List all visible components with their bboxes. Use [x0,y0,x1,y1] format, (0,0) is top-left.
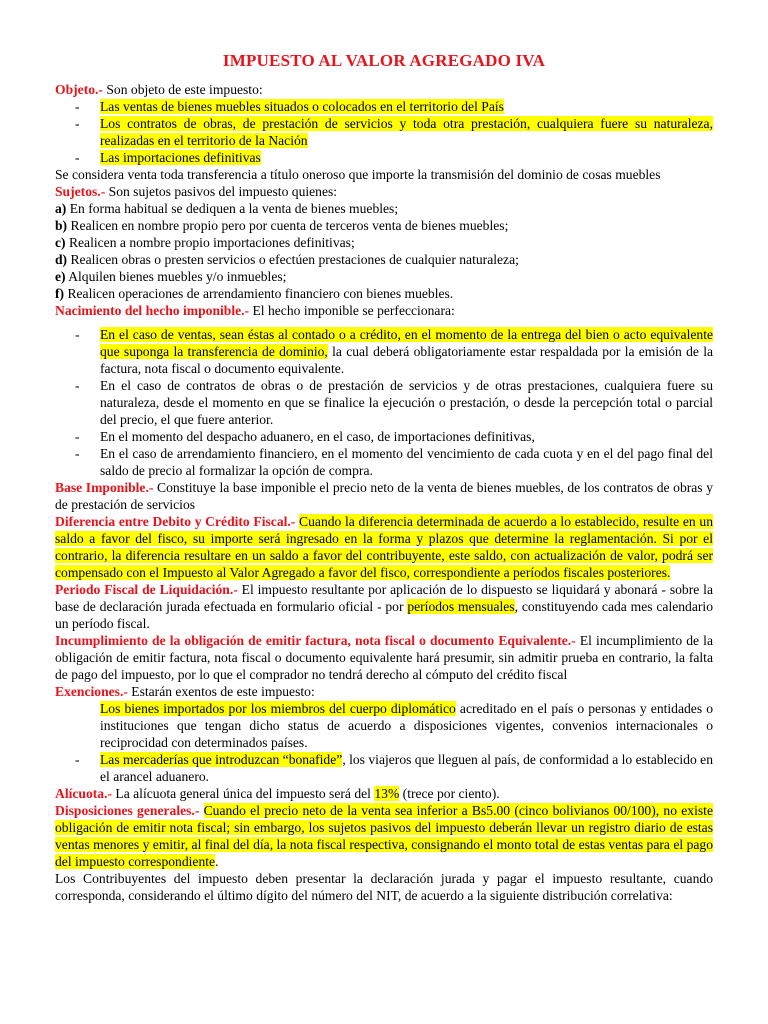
alicuota-rate: 13% [374,786,400,801]
incumplimiento-label: Incumplimiento de la obligación de emitir factura, nota fiscal o documento Equivalente.- [55,633,576,648]
nacimiento-intro: El hecho imponible se perfeccionara: [249,303,455,318]
nacimiento-item-text: En el caso de arrendamiento financiero, en el momento del vencimiento de cada cuota y en el del pago final del saldo de precio al formalizar la opción de compra. [100,446,713,478]
exenciones-item-highlight: Los bienes importados por los miembros del cuerpo diplomático [100,701,456,716]
objeto-heading [55,81,713,98]
sujetos-item-letter: b) [55,218,68,233]
sujetos-item-letter: d) [55,252,68,267]
exenciones-item [55,751,713,785]
diferencia-text: Cuando la diferencia determinada de acuerdo a lo establecido, resulte en un saldo a favor del fisco, su importe será ingresado en la forma y plazos que determine la reglamentación. Si por el contrario, la diferencia resultare en un saldo a favor del contribuyente, este saldo, con actualización de valor, podrá ser compensado con el Impuesto al Valor Agregado a favor del fisco, correspondiente a períodos fiscales posteriores. [55,514,713,580]
document-title: IMPUESTO AL VALOR AGREGADO IVA [222,51,546,70]
periodo-text-end: , constituyendo cada mes calendario un período fiscal. [55,599,713,631]
base-paragraph [55,479,713,513]
sujetos-intro: Son sujetos pasivos del impuesto quienes: [105,184,338,199]
sujetos-item [55,268,713,285]
venta-definition: Se considera venta toda transferencia a título oneroso que importe la transmisión del dominio de cosas muebles [55,167,661,182]
incumplimiento-paragraph [55,632,713,683]
nacimiento-item [55,428,713,445]
nacimiento-item-text: En el momento del despacho aduanero, en el caso, de importaciones definitivas, [100,429,535,444]
exenciones-label: Exenciones.- [55,684,128,699]
disposiciones-text: Cuando el precio neto de la venta sea inferior a Bs5.00 (cinco bolivianos 00/100), no existe obligación de emitir nota fiscal; sin embargo, los sujetos pasivos del impuesto deberán llevar un registro diario de estas ventas menores y emitir, al final del día, la nota fiscal respectiva, consignando el monto total de estas ventas para el pago del impuesto correspondiente [55,803,713,869]
sujetos-item-text: Alquilen bienes muebles y/o inmuebles; [65,269,287,284]
alicuota-text: La alícuota general única del impuesto será del [112,786,375,801]
exenciones-item [55,700,713,751]
sujetos-item [55,217,713,234]
disposiciones-end: . [215,854,219,869]
bullet-dash: - [75,378,80,393]
sujetos-item-letter: f) [55,286,65,301]
incumplimiento-text: El incumplimiento de la obligación de emitir factura, nota fiscal o documento equivalente hará presumir, sin admitir prueba en contrario, la falta de pago del impuesto, por lo que el comprador no tendrá derecho al cómputo del crédito fiscal [55,633,713,682]
sujetos-item [55,234,713,251]
document-body [55,81,713,904]
alicuota-label: Alícuota.- [55,786,113,801]
sujetos-item-text: Realicen en nombre propio pero por cuenta de terceros venta de bienes muebles; [67,218,509,233]
nacimiento-item [55,377,713,428]
objeto-item [55,98,713,115]
spacer [55,319,713,326]
spacer-text [199,803,203,818]
diferencia-paragraph [55,513,713,581]
alicuota-paragraph [55,785,713,802]
sujetos-item-text: Realicen obras o presten servicios o efectúen prestaciones de cualquier naturaleza; [67,252,519,267]
bullet-dash: - [75,327,80,342]
sujetos-item-letter: e) [55,269,66,284]
sujetos-item [55,285,713,302]
nacimiento-item [55,326,713,377]
objeto-item-text: Los contratos de obras, de prestación de servicios y toda otra prestación, cualquiera fuere su naturaleza, realizadas en el territorio de la Nación [100,116,713,148]
base-text: Constituye la base imponible el precio neto de la venta de bienes muebles, de los contratos de obras y de prestación de servicios [55,480,713,512]
exenciones-item-text: acreditado en el país o personas y entidades o instituciones que tengan dicho status de acuerdo a disposiciones vigentes, convenios internacionales o reciprocidad con determinados países. [100,701,713,750]
periodo-highlight: períodos mensuales [407,599,515,614]
disposiciones-label: Disposiciones generales.- [55,803,200,818]
objeto-item-text: Las importaciones definitivas [100,150,261,165]
bullet-dash: - [75,116,80,131]
bullet-dash: - [75,446,80,461]
sujetos-item [55,200,713,217]
sujetos-item-letter: c) [55,235,66,250]
exenciones-intro: Estarán exentos de este impuesto: [127,684,315,699]
sujetos-item [55,251,713,268]
alicuota-text-end: (trece por ciento). [399,786,500,801]
periodo-text: El impuesto resultante por aplicación de lo dispuesto se liquidará y abonará - sobre la base de declaración jurada efectuada en formulario oficial - por [55,582,713,614]
sujetos-item-text: Realicen a nombre propio importaciones definitivas; [65,235,355,250]
disposiciones-paragraph [55,802,713,870]
bullet-dash: - [75,752,80,767]
exenciones-item-highlight: Las mercaderías que introduzcan “bonafide” [100,752,343,767]
sujetos-item-text: En forma habitual se dediquen a la venta de bienes muebles; [66,201,399,216]
exenciones-item-text: , los viajeros que lleguen al país, de conformidad a lo establecido en el arancel aduanero. [100,752,714,784]
base-label: Base Imponible.- [55,480,154,495]
bullet-dash: - [75,150,80,165]
objeto-item [55,115,713,149]
nacimiento-heading [55,302,713,319]
objeto-item-text: Las ventas de bienes muebles situados o colocados en el territorio del País [100,99,504,114]
sujetos-label: Sujetos.- [55,184,106,199]
contribuyentes-paragraph: Los Contribuyentes del impuesto deben presentar la declaración jurada y pagar el impuesto resultante, cuando corresponda, considerando el último dígito del número del NIT, de acuerdo a la siguiente distribución correlativa: [55,871,713,903]
periodo-label: Periodo Fiscal de Liquidación.- [55,582,238,597]
bullet-dash: - [75,99,80,114]
sujetos-item-letter: a) [55,201,67,216]
bullet-dash: - [75,429,80,444]
objeto-intro: Son objeto de este impuesto: [102,82,263,97]
nacimiento-label: Nacimiento del hecho imponible.- [55,303,250,318]
nacimiento-item [55,445,713,479]
nacimiento-item-text: En el caso de contratos de obras o de prestación de servicios y de otras prestaciones, cualquiera fuere su naturaleza, desde el momento en que se finalice la ejecución o prestación, o desde la percepción total o parcial del precio, el que fuere anterior. [100,378,713,427]
sujetos-item-text: Realicen operaciones de arrendamiento financiero con bienes muebles. [64,286,454,301]
nacimiento-item-text: la cual deberá obligatoriamente estar respaldada por la emisión de la factura, nota fiscal o documento equivalente. [100,344,714,376]
diferencia-label: Diferencia entre Debito y Crédito Fiscal.- [55,514,296,529]
exenciones-heading [55,683,713,700]
objeto-item [55,149,713,166]
nacimiento-item-highlight: En el caso de ventas, sean éstas al contado o a crédito, en el momento de la entrega del bien o acto equivalente que suponga la transferencia de dominio, [100,327,713,359]
periodo-paragraph [55,581,713,632]
objeto-label: Objeto.- [55,82,103,97]
sujetos-heading [55,183,713,200]
